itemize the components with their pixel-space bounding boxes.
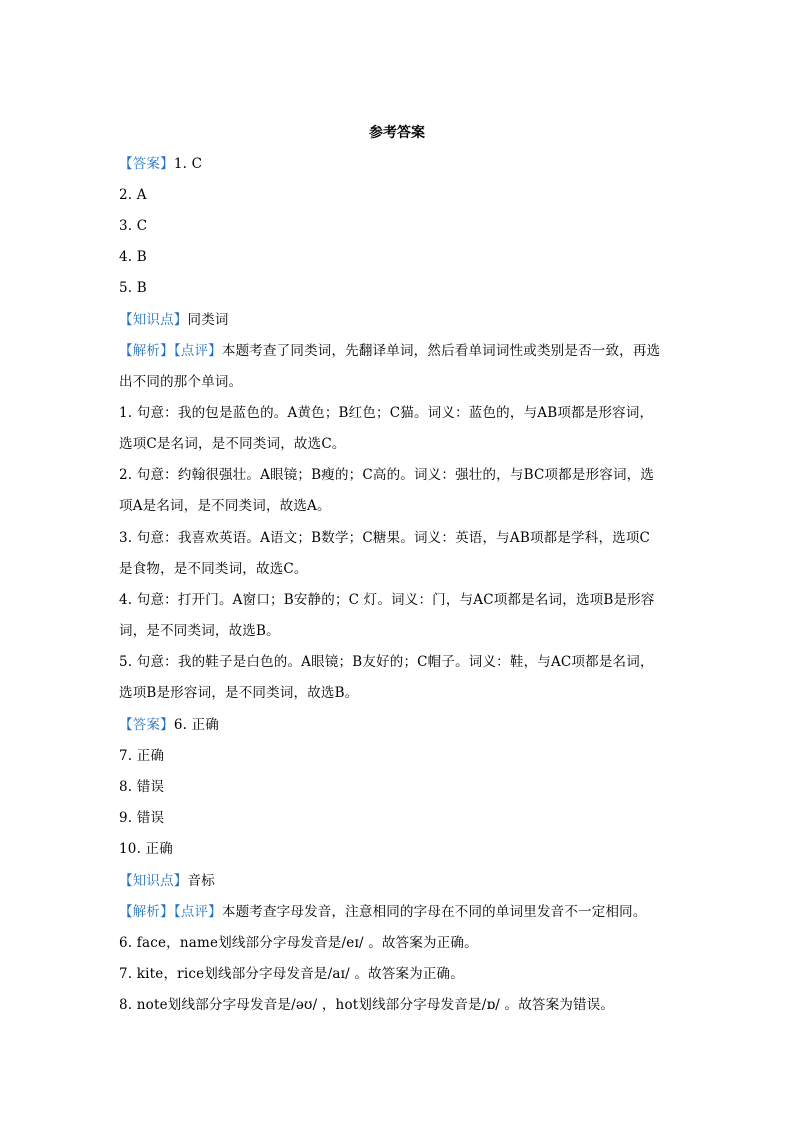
answer-line-2: 2. A xyxy=(119,187,147,203)
explanation-line: 选项C是名词，是不同类词，故选C。 xyxy=(119,436,346,452)
answer-line-1 xyxy=(119,154,679,174)
answer-line-10: 10. 正确 xyxy=(119,841,173,857)
explanation-line: 词，是不同类词，故选B。 xyxy=(119,623,280,639)
answer-line-7: 7. 正确 xyxy=(119,748,165,764)
explanation-line: 是食物，是不同类词，故选C。 xyxy=(119,561,308,577)
explanation-line: 5. 句意：我的鞋子是白色的。A眼镜；B友好的；C帽子。词义：鞋，与AC项都是名词， xyxy=(119,654,654,670)
explanation-line: 7. kite，rice划线部分字母发音是/aɪ/ 。故答案为正确。 xyxy=(119,966,464,982)
explanation-line: 项A是名词，是不同类词，故选A。 xyxy=(119,498,331,514)
explanation-line: 3. 句意：我喜欢英语。A语文；B数学；C糖果。词义：英语，与AB项都是学科，选项C xyxy=(119,530,651,546)
knowledge-point: 同类词 xyxy=(187,312,229,328)
page-title: 参考答案 xyxy=(369,125,425,141)
knowledge-tag: 【知识点】 xyxy=(119,873,188,889)
explanation-line: 4. 句意：打开门。A窗口；B安静的；C 灯。词义：门，与AC项都是名词，选项B是形容 xyxy=(119,592,655,608)
analysis-line xyxy=(119,341,679,361)
analysis-text: 本题考查了同类词，先翻译单词，然后看单词词性或类别是否一致，再选 xyxy=(221,343,661,359)
explanation-line: 1. 句意：我的包是蓝色的。A黄色；B红色；C猫。词义：蓝色的，与AB项都是形容词， xyxy=(119,405,654,421)
answer-item: 1. C xyxy=(173,156,203,172)
analysis-line xyxy=(119,902,679,922)
knowledge-point-line xyxy=(119,310,679,330)
explanation-line: 2. 句意：约翰很强壮。A眼镜；B瘦的；C高的。词义：强壮的，与BC项都是形容词，选 xyxy=(119,467,655,483)
answer-tag: 【答案】 xyxy=(119,156,174,172)
answer-line-9: 9. 错误 xyxy=(119,810,165,826)
answer-line-6 xyxy=(119,715,679,735)
comment-tag: 【点评】 xyxy=(173,343,222,359)
answer-item: 6. 正确 xyxy=(173,717,219,733)
analysis-text: 本题考查字母发音，注意相同的字母在不同的单词里发音不一定相同。 xyxy=(221,904,647,920)
analysis-text-cont: 出不同的那个单词。 xyxy=(119,374,243,390)
knowledge-point-line xyxy=(119,871,679,891)
knowledge-tag: 【知识点】 xyxy=(119,312,188,328)
explanation-line: 6. face，name划线部分字母发音是/eɪ/ 。故答案为正确。 xyxy=(119,935,478,951)
answer-line-5: 5. B xyxy=(119,280,147,296)
answer-line-4: 4. B xyxy=(119,249,147,265)
explanation-line: 选项B是形容词，是不同类词，故选B。 xyxy=(119,685,359,701)
answer-tag: 【答案】 xyxy=(119,717,174,733)
comment-tag: 【点评】 xyxy=(173,904,222,920)
answer-line-8: 8. 错误 xyxy=(119,779,165,795)
knowledge-point: 音标 xyxy=(187,873,215,889)
analysis-tag: 【解析】 xyxy=(119,904,174,920)
explanation-line: 8. note划线部分字母发音是/əʊ/ ，hot划线部分字母发音是/ɒ/ 。故答案为错误。 xyxy=(119,997,615,1013)
answer-line-3: 3. C xyxy=(119,218,148,234)
analysis-tag: 【解析】 xyxy=(119,343,174,359)
